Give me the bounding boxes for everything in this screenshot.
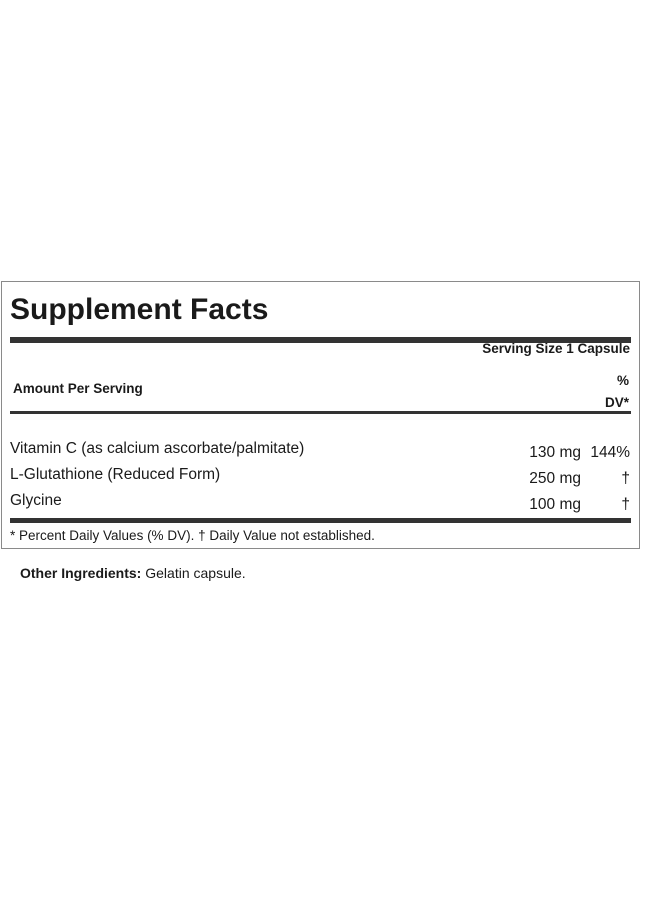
- daily-value-header-line2: DV*: [604, 395, 629, 410]
- daily-value-header-line1: %: [616, 373, 629, 388]
- nutrient-name: Glycine: [10, 492, 62, 509]
- footer-divider: [10, 518, 631, 523]
- nutrient-daily-value: †: [621, 470, 630, 487]
- amount-per-serving-label: Amount Per Serving: [13, 381, 143, 396]
- panel-title: Supplement Facts: [10, 293, 269, 326]
- nutrient-daily-value: 144%: [590, 444, 630, 461]
- nutrient-amount: 100 mg: [529, 496, 581, 513]
- daily-value-footnote: * Percent Daily Values (% DV). † Daily Value not established.: [10, 528, 375, 543]
- nutrient-daily-value: †: [621, 496, 630, 513]
- other-ingredients-label: Other Ingredients:: [20, 565, 142, 581]
- header-divider: [10, 411, 631, 414]
- daily-value-header: [605, 370, 629, 414]
- nutrient-name: Vitamin C (as calcium ascorbate/palmitate): [10, 440, 305, 457]
- other-ingredients: [20, 565, 246, 581]
- nutrient-row-vitamin-c: [10, 440, 630, 462]
- nutrient-row-l-glutathione: [10, 466, 630, 488]
- other-ingredients-value: Gelatin capsule.: [141, 565, 246, 581]
- nutrient-row-glycine: [10, 492, 630, 514]
- serving-size: Serving Size 1 Capsule: [482, 341, 630, 356]
- nutrient-name: L-Glutathione (Reduced Form): [10, 466, 221, 483]
- nutrient-amount: 250 mg: [529, 470, 581, 487]
- nutrient-amount: 130 mg: [529, 444, 581, 461]
